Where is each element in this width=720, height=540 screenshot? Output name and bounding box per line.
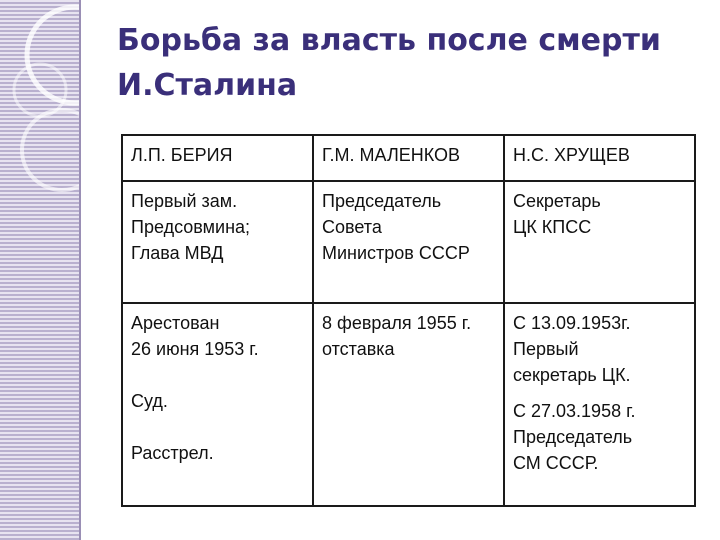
header-cell-khrushchev: Н.С. ХРУЩЕВ — [504, 135, 695, 181]
decorative-side-stripe — [0, 0, 80, 540]
cell-spacer — [131, 414, 304, 440]
cell-line: Совета — [322, 217, 382, 237]
cell-line: 8 февраля 1955 г. — [322, 313, 472, 333]
circle-ornament-icon — [0, 0, 80, 540]
cell-line: С 13.09.1953г. — [513, 313, 631, 333]
header-cell-malenkov: Г.М. МАЛЕНКОВ — [313, 135, 504, 181]
slide-title-line-1: Борьба за власть после смерти — [117, 23, 661, 58]
cell-line: Председатель — [322, 191, 442, 211]
cell-line: Министров СССР — [322, 243, 470, 263]
cell-line: СМ СССР. — [513, 453, 599, 473]
cell-line: Глава МВД — [131, 243, 224, 263]
stripe-border — [79, 0, 81, 540]
cell-line: ЦК КПСС — [513, 217, 592, 237]
comparison-table — [121, 134, 696, 507]
slide-title — [117, 18, 697, 108]
slide-title-line-2: И.Сталина — [117, 68, 298, 103]
fate-cell-khrushchev — [504, 303, 695, 506]
cell-line: секретарь ЦК. — [513, 365, 631, 385]
table-row-positions — [122, 181, 695, 303]
cell-line: 26 июня 1953 г. — [131, 339, 259, 359]
cell-line: Секретарь — [513, 191, 601, 211]
cell-line: Суд. — [131, 391, 168, 411]
table-header-row — [122, 135, 695, 181]
positions-cell-malenkov — [313, 181, 504, 303]
fate-cell-malenkov — [313, 303, 504, 506]
cell-line: Расстрел. — [131, 443, 214, 463]
positions-cell-beria — [122, 181, 313, 303]
cell-spacer — [513, 388, 686, 398]
cell-line: С 27.03.1958 г. — [513, 401, 636, 421]
cell-line: Арестован — [131, 313, 220, 333]
cell-line: Председатель — [513, 427, 633, 447]
cell-line: Первый зам. — [131, 191, 238, 211]
positions-cell-khrushchev — [504, 181, 695, 303]
cell-spacer — [131, 362, 304, 388]
cell-line: отставка — [322, 339, 395, 359]
table-row-fates — [122, 303, 695, 506]
fate-cell-beria — [122, 303, 313, 506]
header-cell-beria: Л.П. БЕРИЯ — [122, 135, 313, 181]
cell-line: Первый — [513, 339, 579, 359]
cell-line: Предсовмина; — [131, 217, 251, 237]
